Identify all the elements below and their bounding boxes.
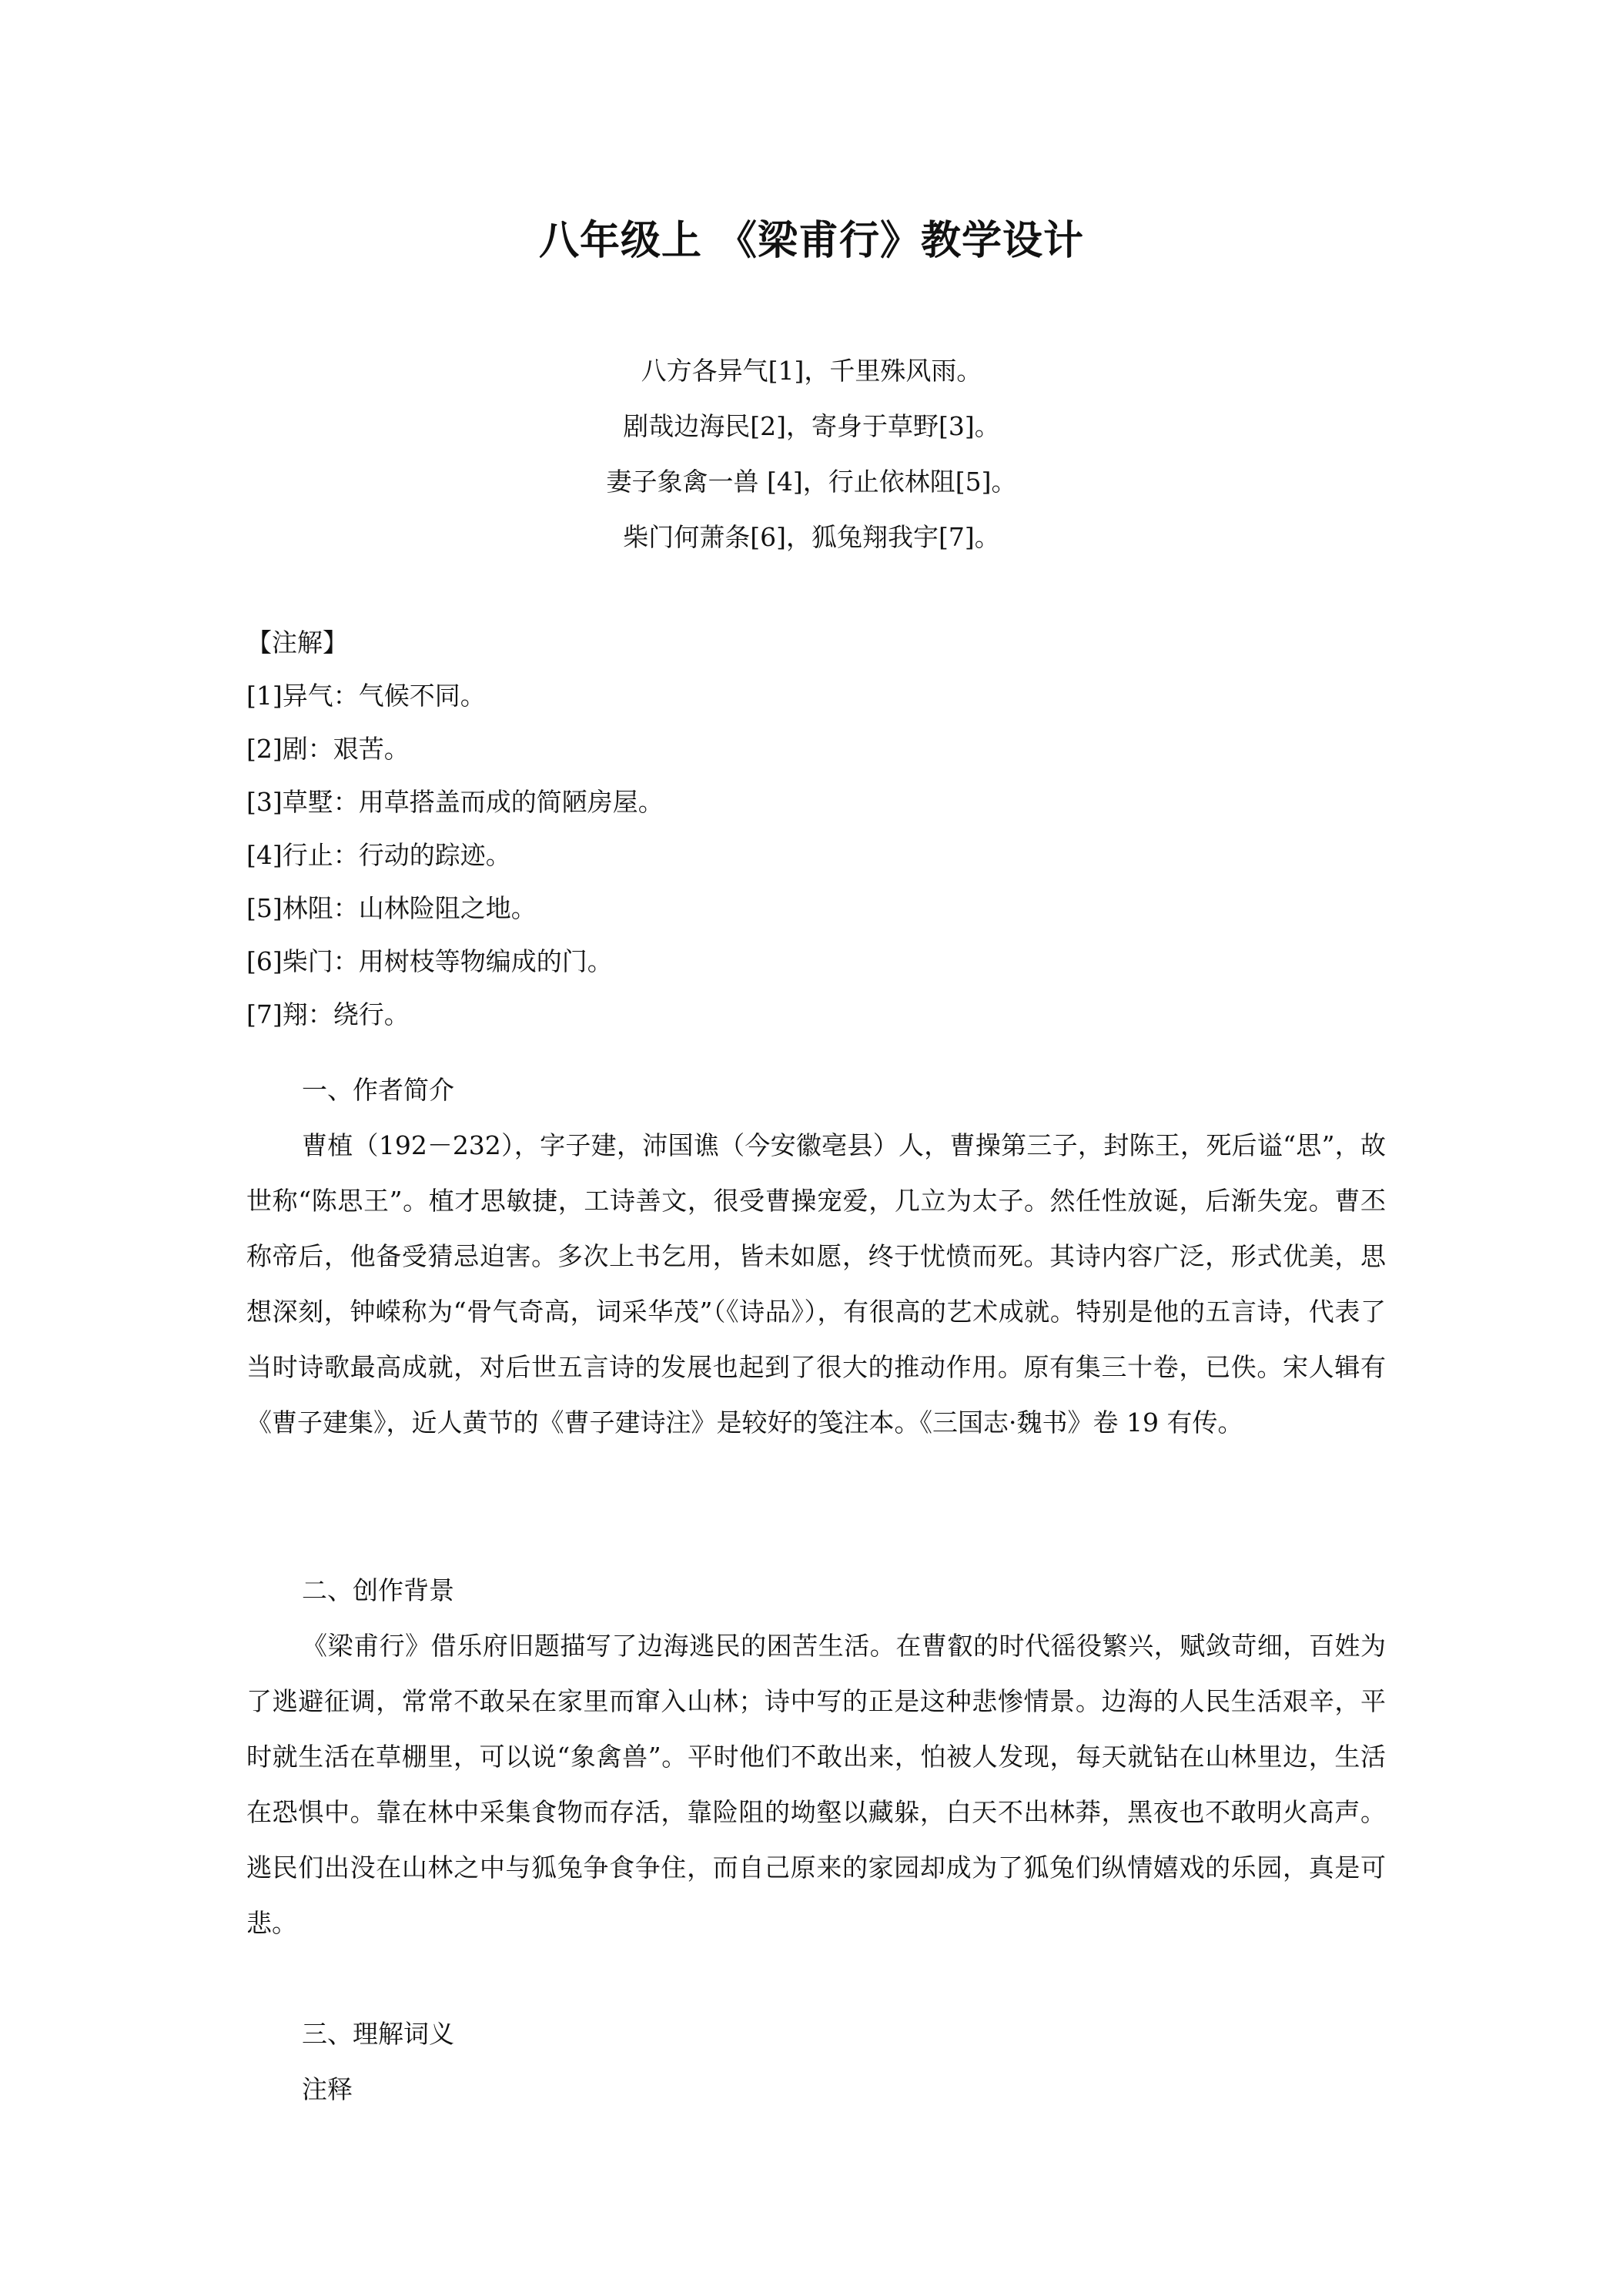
background-paragraph: 《梁甫行》借乐府旧题描写了边海逃民的困苦生活。在曹叡的时代徭役繁兴，赋敛苛细，百姓为了逃避征调，常常不敢呆在家里而窜入山林；诗中写的正是这种悲惨情景。边海的人民生活艰辛，平时就生活在草棚里，可以说“象禽兽”。平时他们不敢出来，怕被人发现，每天就钻在山林里边，生活在恐惧中。靠在林中采集食物而存活，靠险阻的坳壑以藏躲，白天不出林莽，黑夜也不敢明火高声。逃民们出没在山林之中与狐兔争食争住，而自己原来的家园却成为了狐兔们纵情嬉戏的乐园，真是可悲。 bbox=[246, 1631, 1386, 1938]
author-paragraph: 曹植（192－232），字子建，沛国谯（今安徽亳县）人，曹操第三子，封陈王，死后谥“思”，故世称“陈思王”。植才思敏捷，工诗善文，很受曹操宠爱，几立为太子。然任性放诞，后渐失宠。曹丕称帝后，他备受猜忌迫害。多次上书乞用，皆未如愿，终于忧愤而死。其诗内容广泛，形式优美，思想深刻，钟嵘称为“骨气奇高，词采华茂”（《诗品》），有很高的艺术成就。特别是他的五言诗，代表了当时诗歌最高成就，对后世五言诗的发展也起到了很大的推动作用。原有集三十卷，已佚。宋人辑有《曹子建集》，近人黄节的《曹子建诗注》是较好的笺注本。《三国志·魏书》卷 19 有传。 bbox=[246, 1130, 1386, 1438]
note-item: [1]异气：气候不同。 bbox=[246, 681, 486, 711]
note-item: [7]翔：绕行。 bbox=[246, 999, 410, 1029]
note-item: [5]林阻：山林险阻之地。 bbox=[246, 893, 537, 923]
poem bbox=[0, 343, 1623, 565]
poem-line: 剧哉边海民[2]，寄身于草野[3]。 bbox=[623, 411, 1000, 441]
note-item: [2]剧：艰苦。 bbox=[246, 734, 410, 764]
poem-line: 妻子象禽一兽 [4]，行止依林阻[5]。 bbox=[606, 467, 1017, 497]
note-item: [3]草墅：用草搭盖而成的简陋房屋。 bbox=[246, 787, 664, 817]
poem-line: 柴门何萧条[6]，狐兔翔我宇[7]。 bbox=[623, 522, 1000, 552]
note-item: [6]柴门：用树枝等物编成的门。 bbox=[246, 946, 613, 976]
background-heading: 二、创作背景 bbox=[302, 1575, 454, 1605]
vocab-subheading: 注释 bbox=[302, 2074, 353, 2104]
vocab-heading: 三、理解词义 bbox=[302, 2019, 454, 2049]
vocab-section bbox=[246, 2006, 1386, 2117]
notes-section bbox=[246, 616, 1386, 1041]
background-section bbox=[246, 1563, 1386, 1951]
poem-line: 八方各异气[1]，千里殊风雨。 bbox=[641, 356, 982, 386]
notes-heading: 【注解】 bbox=[246, 628, 348, 658]
note-item: [4]行止：行动的踪迹。 bbox=[246, 840, 511, 870]
author-heading: 一、作者简介 bbox=[302, 1075, 454, 1105]
author-section bbox=[246, 1063, 1386, 1451]
document-title: 八年级上 《梁甫行》教学设计 bbox=[538, 218, 1085, 264]
